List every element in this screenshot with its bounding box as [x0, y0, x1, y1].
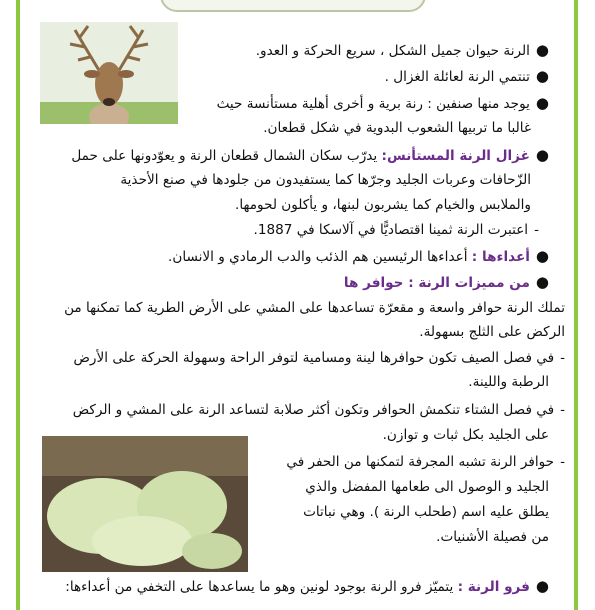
text-line-5: ●غزال الرنة المستأنس: يدرّب سكان الشمال قطعان الرنة و يعوّدونها على حمل [71, 146, 549, 164]
lichen-image [42, 436, 248, 572]
text-line-18: الجليد و الوصول الى طعامها المفضل والذي [305, 479, 549, 495]
text-line-17: -حوافر الرنة تشبه المجرفة لتمكنها من الحفر في [286, 454, 565, 470]
text-line-20: من فصيلة الأشنيات. [436, 529, 549, 545]
text-line-11: تملك الرنة حوافر واسعة و مقعرّة تساعدها على المشي على الأرض الطرية كما تمكنها من [64, 300, 565, 316]
text-line-8: -اعتبرت الرنة ثمينا اقتصاديًّا في آلاسكا في 1887. [253, 222, 539, 238]
text-line-10: ●من مميزات الرنة : حوافر ها [343, 273, 549, 291]
title-banner [160, 0, 426, 12]
text-line-3: ●يوجد منها صنفين : رنة برية و أخرى أهلية مستأنسة حيث [216, 94, 549, 112]
text-line-19: يطلق عليه اسم (طحلب الرنة ). وهي نباتات [303, 504, 549, 520]
text-line-12: الركض على الثلج بسهولة. [419, 324, 565, 340]
text-line-1: ●الرنة حيوان جميل الشكل ، سريع الحركة و العدو. [255, 41, 549, 59]
text-line-15: -في فصل الشتاء تنكمش الحوافر وتكون أكثر صلابة لتساعد الرنة على المشي و الركض [72, 402, 565, 418]
deer-image [40, 22, 178, 124]
text-line-2: ●تنتمي الرنة لعائلة الغزال . [384, 67, 549, 85]
text-line-7: والملابس والخيام كما يشربون لبنها، و يأكلون لحومها. [235, 197, 531, 213]
text-line-16: على الجليد بكل ثبات و توازن. [382, 427, 549, 443]
text-line-14: الرطبة واللينة. [468, 374, 549, 390]
text-line-13: -في فصل الصيف تكون حوافرها لينة ومسامية لتوفر الراحة وسهولة الحركة على الأرض [73, 350, 565, 366]
text-line-6: الزّحافات وعربات الجليد وجرّها كما يستفيدون من جلودها في صنع الأحذية [120, 172, 531, 188]
text-line-21: ●فرو الرنة : يتميّز فرو الرنة بوجود لونين وهو ما يساعدها على التخفي من أعداءها: [65, 577, 549, 595]
text-line-4: غالبا ما تربيها الشعوب البدوية في شكل قطعان. [263, 120, 531, 136]
text-line-9: ●أعداءها : أعداءها الرئيسين هم الذئب والدب الرمادي و الانسان. [168, 247, 549, 265]
